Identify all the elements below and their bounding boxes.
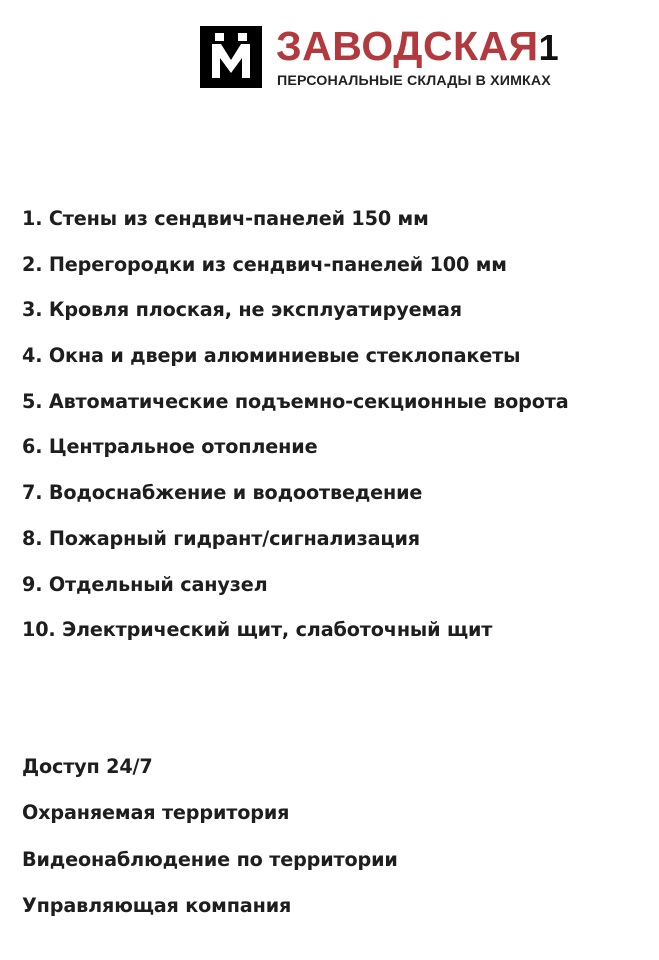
feature-item: 8. Пожарный гидрант/сигнализация (22, 526, 420, 550)
brand-name (276, 22, 559, 72)
building-m-logo-icon (200, 26, 262, 88)
amenity-item: Доступ 24/7 (22, 755, 153, 778)
feature-item: 4. Окна и двери алюминиевые стеклопакеты (22, 344, 521, 368)
feature-item: 10. Электрический щит, слаботочный щит (22, 618, 493, 642)
feature-item: 2. Перегородки из сендвич-панелей 100 мм (22, 252, 507, 276)
amenity-item: Видеонаблюдение по территории (22, 847, 398, 871)
amenity-item: Управляющая компания (22, 893, 292, 917)
feature-item: 1. Стены из сендвич-панелей 150 мм (22, 207, 429, 230)
feature-item: 9. Отдельный санузел (22, 572, 268, 596)
brand-tagline: ПЕРСОНАЛЬНЫЕ СКЛАДЫ В ХИМКАХ (277, 73, 551, 89)
feature-item: 5. Автоматические подъемно-секционные ворота (22, 389, 569, 413)
amenity-item: Охраняемая территория (22, 801, 290, 825)
amenities-list (22, 752, 398, 937)
feature-item: 3. Кровля плоская, не эксплуатируемая (22, 298, 462, 322)
feature-item: 7. Водоснабжение и водоотведение (22, 481, 423, 505)
brand-header (200, 23, 620, 90)
brand-name-main: ЗАВОДСКАЯ (276, 23, 539, 69)
features-list (22, 204, 569, 661)
brand-name-digit: 1 (538, 27, 559, 68)
feature-item: 6. Центральное отопление (22, 435, 318, 459)
